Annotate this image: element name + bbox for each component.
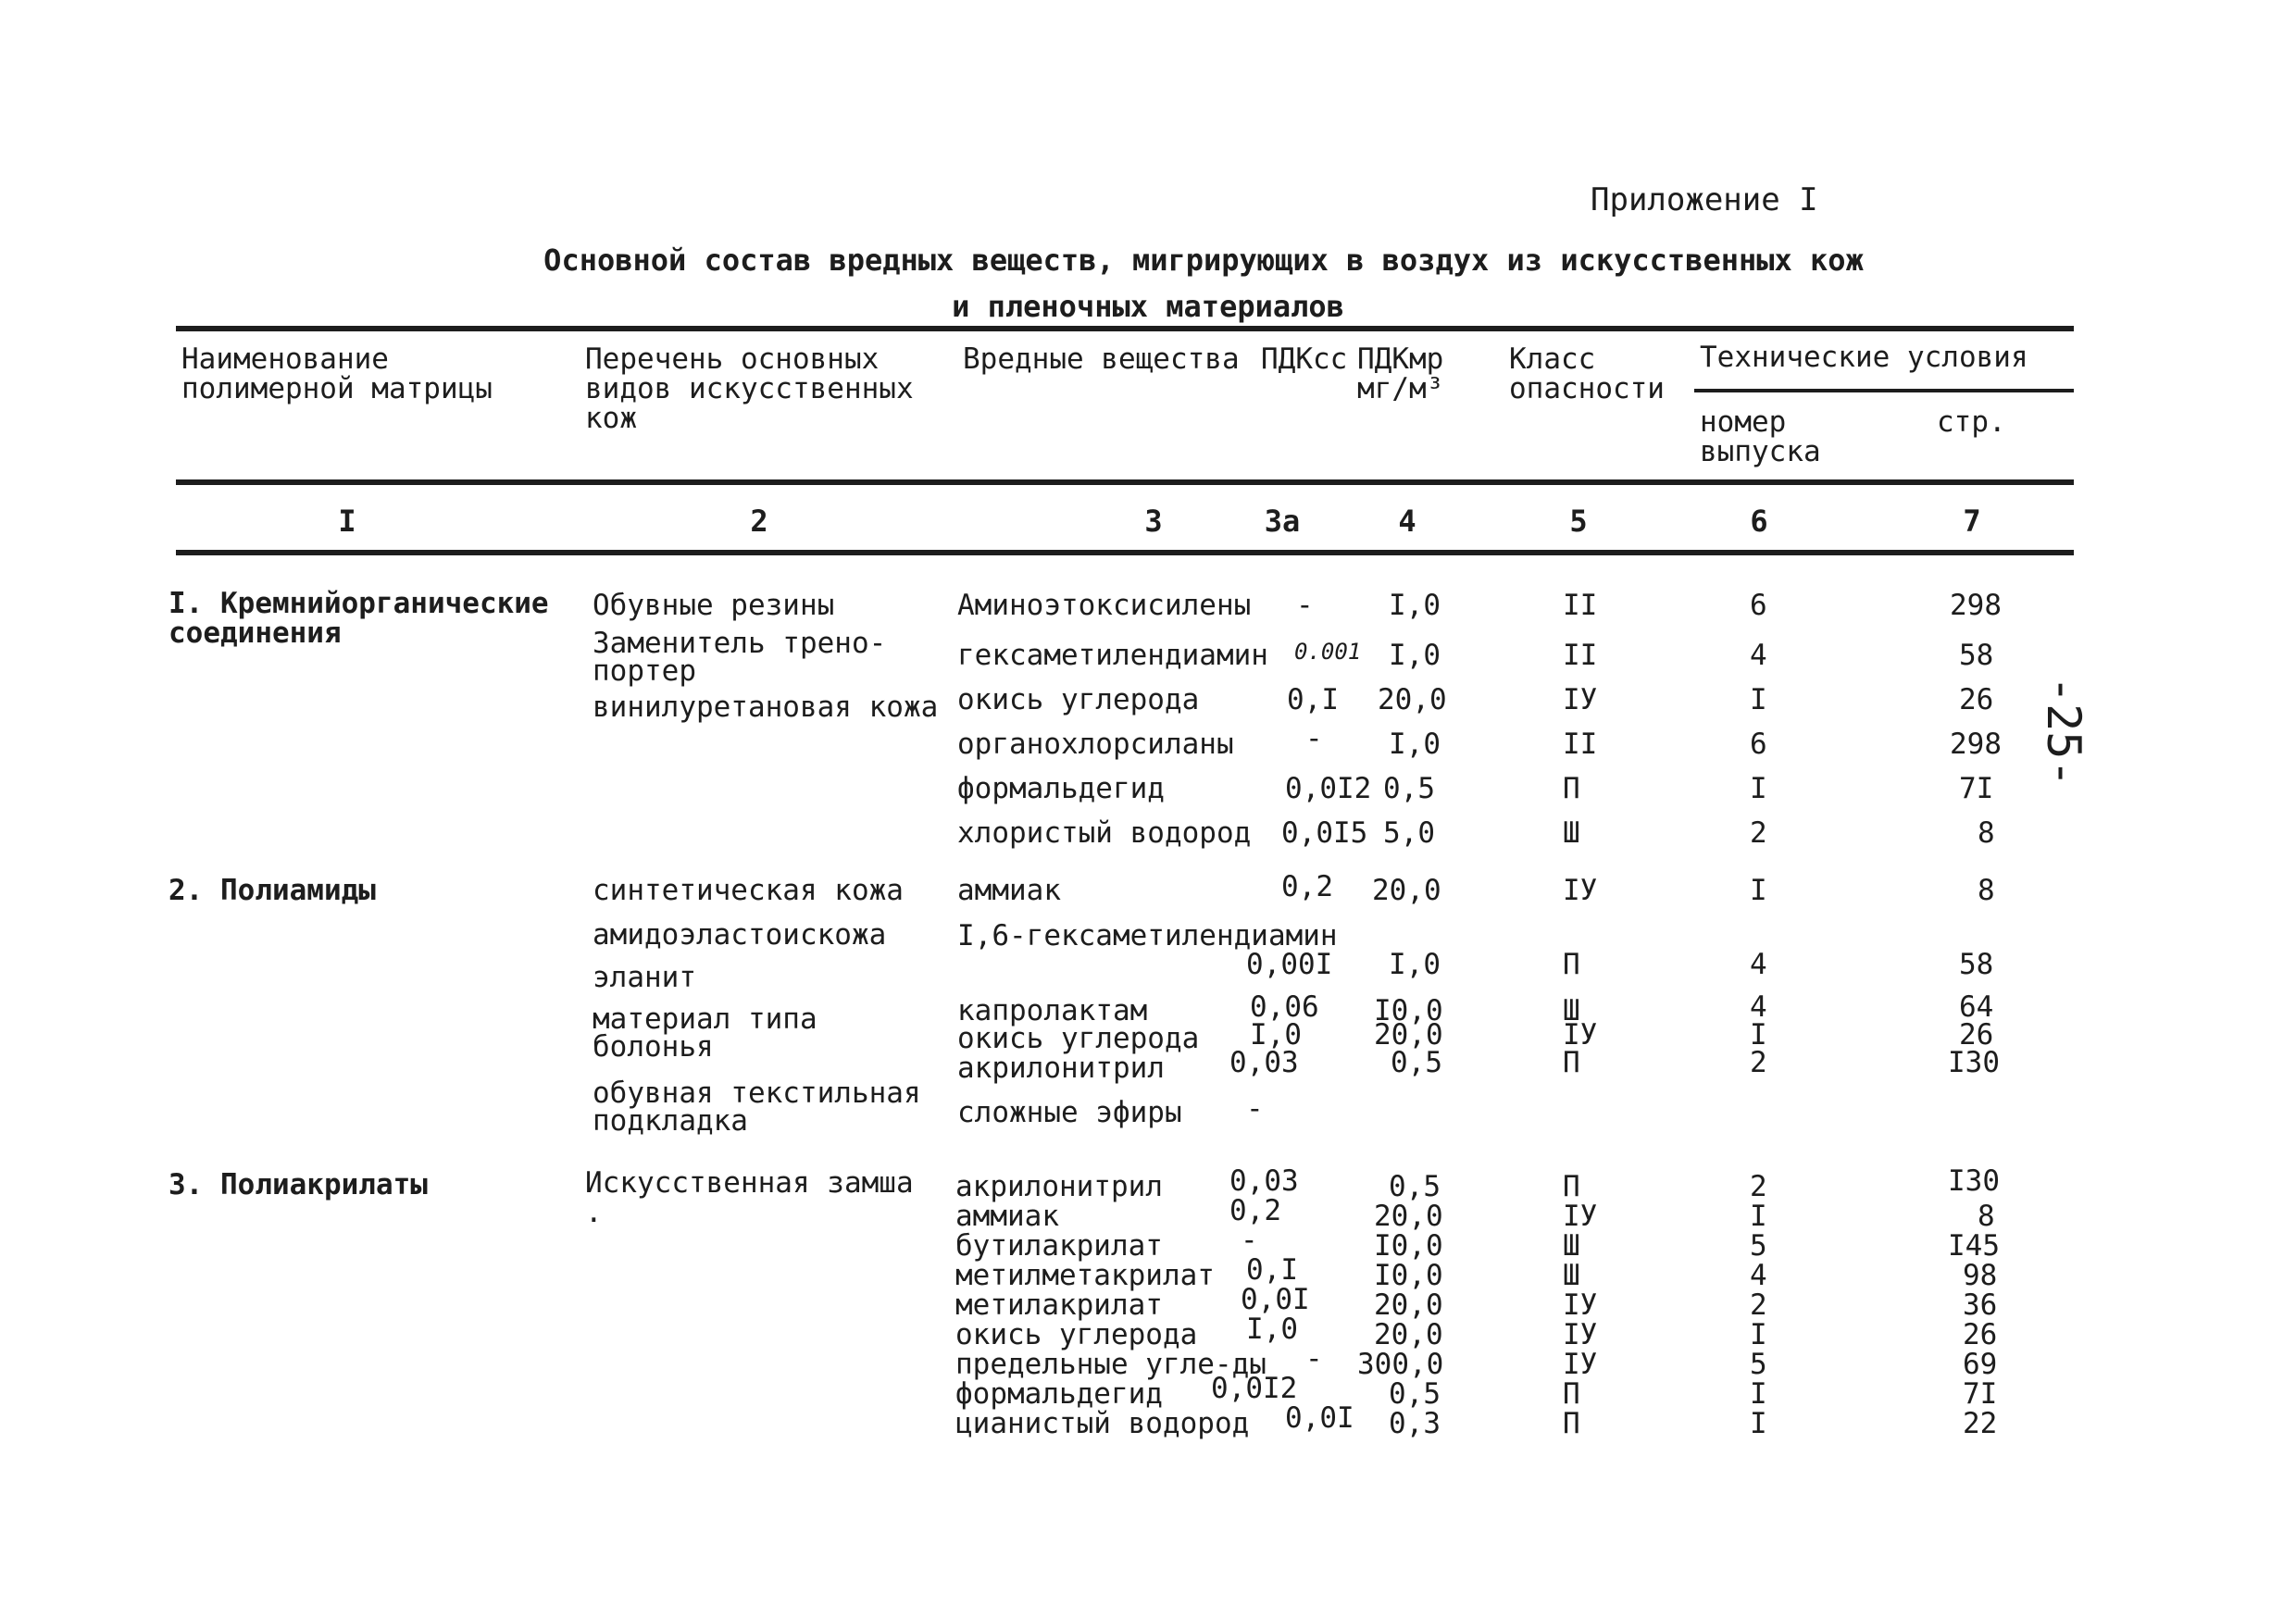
pdk-ss: 0,03 — [1229, 1164, 1299, 1198]
pdk-mr: 20,0 — [1374, 1018, 1443, 1052]
substance: акрилонитрил — [957, 1052, 1165, 1085]
pdk-ss: - — [1246, 1092, 1264, 1126]
substance: окись углерода — [957, 683, 1200, 716]
issue-number: I — [1750, 1200, 1767, 1233]
pdk-mr: 20,0 — [1374, 1200, 1443, 1233]
pdk-mr: I,0 — [1389, 948, 1441, 981]
pdk-ss: 0,0I — [1285, 1401, 1354, 1435]
group-1-kind-3: винилуретановая кожа — [593, 691, 939, 724]
pdk-mr: 20,0 — [1378, 683, 1447, 716]
page-ref: 58 — [1959, 639, 1994, 672]
header-substances: Вредные вещества — [963, 342, 1240, 376]
pdk-mr: I,0 — [1389, 639, 1441, 672]
issue-number: 6 — [1750, 589, 1767, 622]
group-1-matrix: I. Кремнийорганические соединения — [168, 587, 549, 650]
hazard-class: П — [1563, 948, 1580, 981]
pdk-ss: - — [1296, 589, 1314, 622]
page-ref: 26 — [1959, 1018, 1994, 1052]
pdk-ss: 0,06 — [1250, 990, 1319, 1024]
column-number-1: I — [338, 504, 356, 539]
pdk-mr: I0,0 — [1374, 1229, 1443, 1263]
pdk-ss: 0,03 — [1229, 1046, 1299, 1079]
issue-number: 2 — [1750, 1288, 1767, 1322]
group-1-kind-1: Обувные резины — [593, 589, 835, 622]
issue-number: 4 — [1750, 1259, 1767, 1292]
substance: органохлорсиланы — [957, 728, 1234, 761]
substance: окись углерода — [957, 1022, 1200, 1055]
group-2-kind-2: амидоэластоискожа — [593, 918, 887, 952]
pdk-mr: 0,5 — [1383, 772, 1435, 805]
table-title-line-2: и пленочных материалов — [952, 289, 1344, 324]
hazard-class: IУ — [1563, 874, 1598, 907]
page-number: -25- — [2037, 676, 2090, 788]
header-page: стр. — [1937, 405, 2006, 439]
page-ref: 7I — [1963, 1377, 1998, 1411]
pdk-ss: - — [1241, 1224, 1258, 1257]
hazard-class: П — [1563, 1407, 1580, 1440]
issue-number: 2 — [1750, 1046, 1767, 1079]
group-2-kind-5: обувная текстильная подкладка — [593, 1077, 921, 1138]
page-ref: 7I — [1959, 772, 1994, 805]
pdk-mr: 20,0 — [1374, 1318, 1443, 1351]
pdk-ss: 0,0I2 — [1285, 772, 1372, 805]
pdk-ss: I,0 — [1250, 1018, 1302, 1052]
substance: хлористый водород — [957, 816, 1252, 850]
issue-number: I — [1750, 1377, 1767, 1411]
pdk-ss: - — [1305, 1342, 1323, 1375]
pdk-mr: 20,0 — [1374, 1288, 1443, 1322]
pdk-mr: 300,0 — [1357, 1348, 1444, 1381]
page-ref: 69 — [1963, 1348, 1998, 1381]
substance: бутилакрилат — [955, 1229, 1163, 1263]
hazard-class: П — [1563, 1377, 1580, 1411]
appendix-label: Приложение I — [1591, 181, 1818, 218]
issue-number: I — [1750, 1018, 1767, 1052]
substance: метилакрилат — [955, 1288, 1163, 1322]
column-number-5: 5 — [1569, 504, 1588, 539]
issue-number: I — [1750, 1318, 1767, 1351]
hazard-class: II — [1563, 728, 1598, 761]
pdk-mr: 0,5 — [1391, 1046, 1442, 1079]
pdk-ss: 0,0I2 — [1211, 1372, 1298, 1405]
substance: цианистый водород — [955, 1407, 1250, 1440]
pdk-ss: 0,00I — [1246, 948, 1333, 981]
header-polymer-matrix: Наименование полимерной матрицы — [181, 342, 493, 405]
hazard-class: IУ — [1563, 1200, 1598, 1233]
hazard-class: П — [1563, 772, 1580, 805]
issue-number: 2 — [1750, 1170, 1767, 1203]
substance: формальдегид — [957, 772, 1165, 805]
hazard-class: П — [1563, 1046, 1580, 1079]
table-top-rule — [176, 326, 2074, 331]
page-ref: 36 — [1963, 1288, 1998, 1322]
substance: гексаметилендиамин — [957, 639, 1268, 672]
issue-number: 6 — [1750, 728, 1767, 761]
pdk-mr: 0,5 — [1389, 1377, 1441, 1411]
substance: капролактам — [957, 994, 1148, 1027]
page-ref: 298 — [1950, 728, 2002, 761]
page-ref: I45 — [1948, 1229, 2000, 1263]
issue-number: 4 — [1750, 990, 1767, 1024]
header-bottom-rule — [176, 479, 2074, 485]
group-2-kind-4: материал типа болонья — [593, 1002, 817, 1064]
page-ref: 64 — [1959, 990, 1994, 1024]
issue-number: I — [1750, 772, 1767, 805]
hazard-class: Ш — [1563, 1259, 1580, 1292]
header-pdk-ss: ПДКсс — [1261, 342, 1348, 376]
column-number-2: 2 — [750, 504, 768, 539]
page-ref: 298 — [1950, 589, 2002, 622]
column-numbers-rule — [176, 550, 2074, 555]
group-1-kind-2: Заменитель трено-портер — [593, 627, 887, 688]
pdk-ss: 0,I — [1287, 683, 1339, 716]
page-ref: 26 — [1963, 1318, 1998, 1351]
page-ref: I30 — [1948, 1164, 2000, 1198]
issue-number: I — [1750, 683, 1767, 716]
hazard-class: IУ — [1563, 1288, 1598, 1322]
group-3-matrix: 3. Полиакрилаты — [168, 1168, 428, 1201]
substance: предельные угле-ды — [955, 1348, 1267, 1381]
tech-conditions-underline — [1694, 389, 2074, 392]
column-number-3a: 3а — [1264, 504, 1301, 539]
hazard-class: Ш — [1563, 994, 1580, 1027]
pdk-ss: 0,2 — [1281, 870, 1333, 903]
group-3-kind-1: Искусственная замша . — [585, 1166, 914, 1229]
pdk-ss: 0.001 — [1294, 639, 1362, 665]
substance: окись углерода — [955, 1318, 1198, 1351]
hazard-class: IУ — [1563, 1318, 1598, 1351]
header-issue-number: номер выпуска — [1700, 405, 1821, 468]
issue-number: 5 — [1750, 1348, 1767, 1381]
pdk-mr: 0,5 — [1389, 1170, 1441, 1203]
pdk-ss: 0,0I — [1241, 1283, 1310, 1316]
pdk-mr: I,0 — [1389, 728, 1441, 761]
substance: сложные эфиры — [957, 1096, 1182, 1129]
page-ref: 22 — [1963, 1407, 1998, 1440]
page-ref: 98 — [1963, 1259, 1998, 1292]
hazard-class: Ш — [1563, 816, 1580, 850]
pdk-mr: 0,3 — [1389, 1407, 1441, 1440]
substance: метилметакрилат — [955, 1259, 1215, 1292]
issue-number: I — [1750, 1407, 1767, 1440]
column-number-4: 4 — [1398, 504, 1416, 539]
page-ref: I30 — [1948, 1046, 2000, 1079]
pdk-ss: I,0 — [1246, 1313, 1298, 1346]
page-ref: 26 — [1959, 683, 1994, 716]
substance: акрилонитрил — [955, 1170, 1163, 1203]
pdk-mr: I0,0 — [1374, 994, 1443, 1027]
table-title-line-1: Основной состав вредных веществ, мигрирующих в воздух из искусственных кож — [543, 243, 1864, 278]
hazard-class: IУ — [1563, 1018, 1598, 1052]
substance: Аминоэтоксисилены — [957, 589, 1252, 622]
header-pdk-mr: ПДКмр мг/м³ — [1357, 342, 1444, 405]
hazard-class: IУ — [1563, 1348, 1598, 1381]
hazard-class: II — [1563, 639, 1598, 672]
pdk-ss: 0,I — [1246, 1253, 1298, 1287]
issue-number: 4 — [1750, 948, 1767, 981]
substance: аммиак — [957, 874, 1061, 907]
issue-number: 4 — [1750, 639, 1767, 672]
hazard-class: Ш — [1563, 1229, 1580, 1263]
page-ref: 8 — [1978, 1200, 1995, 1233]
pdk-mr: I,0 — [1389, 589, 1441, 622]
hazard-class: П — [1563, 1170, 1580, 1203]
column-number-7: 7 — [1963, 504, 1981, 539]
column-number-6: 6 — [1750, 504, 1768, 539]
group-2-kind-1: синтетическая кожа — [593, 874, 904, 907]
pdk-mr: 20,0 — [1372, 874, 1441, 907]
substance: аммиак — [955, 1200, 1059, 1233]
substance: формальдегид — [955, 1377, 1163, 1411]
issue-number: 2 — [1750, 816, 1767, 850]
issue-number: 5 — [1750, 1229, 1767, 1263]
hazard-class: II — [1563, 589, 1598, 622]
header-tech-conditions: Технические условия — [1700, 341, 2028, 374]
header-hazard-class: Класс опасности — [1509, 342, 1665, 405]
page-ref: 8 — [1978, 816, 1995, 850]
page-ref: 8 — [1978, 874, 1995, 907]
hazard-class: IУ — [1563, 683, 1598, 716]
page-ref: 58 — [1959, 948, 1994, 981]
group-2-matrix: 2. Полиамиды — [168, 874, 376, 907]
pdk-mr: I0,0 — [1374, 1259, 1443, 1292]
pdk-mr: 5,0 — [1383, 816, 1435, 850]
column-number-3: 3 — [1144, 504, 1163, 539]
substance: I,6-гексаметилендиамин — [957, 919, 1338, 952]
pdk-ss: 0,0I5 — [1281, 816, 1368, 850]
pdk-ss: 0,2 — [1229, 1194, 1281, 1227]
group-2-kind-3: эланит — [593, 961, 696, 994]
pdk-ss: - — [1305, 722, 1323, 755]
header-leather-kinds: Перечень основных видов искусственных кож — [585, 342, 914, 435]
issue-number: I — [1750, 874, 1767, 907]
